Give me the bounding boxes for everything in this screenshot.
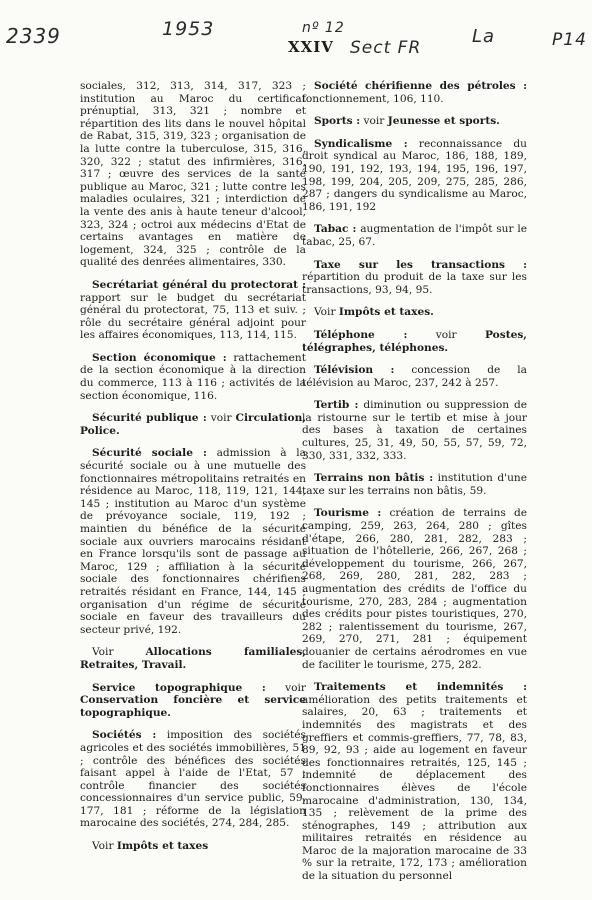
- left-index-column: [80, 80, 306, 863]
- entry-heading: Traitements et indemnités :: [314, 681, 527, 694]
- handwritten-note-language: La: [472, 26, 496, 47]
- entry-text: voir: [407, 328, 485, 341]
- entry-heading: Terrains non bâtis :: [314, 472, 434, 485]
- index-entry: [302, 306, 527, 319]
- entry-text: voir: [360, 115, 388, 128]
- index-entry: [302, 259, 527, 297]
- index-entry: [80, 840, 306, 853]
- entry-heading: Tertib :: [314, 399, 359, 412]
- index-entry: [302, 329, 527, 354]
- entry-text: amélioration des petits traitements et salaires, 20, 63 ; traitements et indemnités des magistrats et des greffiers et commis-greffiers, 77, 78, 83, 89, 92, 93 ; aide au logement en faveur des fonctionnaires retraités, 125, 145 ; indemnité de déplacement des fonctionnaires élèves de l'école marocaine d'administration, 130, 134, 135 ; relèvement de la prime des sténographes, 149 ; attribution aux militaires retraités en résidence au Maroc de la majoration marocaine de 33 % sur la retraite, 172, 173 ; amélioration de la situation du personnel: [302, 693, 527, 883]
- handwritten-note-section: Sect FR: [350, 38, 422, 58]
- index-entry: [302, 115, 527, 128]
- index-entry: [80, 447, 306, 636]
- handwritten-note-issue: nº 12: [302, 20, 345, 36]
- entry-cross-reference: Allocations familiales, Retraites, Travail.: [80, 646, 306, 671]
- index-entry: [80, 729, 306, 830]
- entry-text: concession de la télévision au Maroc, 237, 242 à 257.: [302, 364, 527, 389]
- index-entry: [302, 223, 527, 248]
- entry-heading: Service topographique :: [92, 681, 266, 694]
- index-entry: [80, 682, 306, 720]
- entry-heading: Télévision :: [314, 364, 395, 377]
- entry-cross-reference: Postes, télégraphes, téléphones.: [302, 328, 527, 354]
- entry-heading: Tabac :: [314, 223, 357, 236]
- entry-text: reconnaissance du droit syndical au Maroc, 186, 188, 189, 190, 191, 192, 193, 194, 195, 196, 197, 198, 199, 204, 205, 209, 275, 285, 286, 287 ; dangers du syndicalisme au Maroc, 186, 191, 192: [302, 137, 527, 213]
- right-index-column: [302, 80, 527, 893]
- index-entry: [80, 80, 306, 269]
- entry-text: création de terrains de camping, 259, 263, 264, 280 ; gîtes d'étape, 266, 280, 281, 282, 283 ; situation de l'hôtellerie, 266, 267, 268 ; développement du tourisme, 266, 267, 268, 269, 280, 281, 282, 283 ; augmentation des crédits de l'office du tourisme, 270, 283, 284 ; augmentation des crédits pour pistes touristiques, 270, 282 ; ralentissement du tourisme, 267, 269, 270, 271, 281 ; équipement douanier de certains aérodromes en vue de faciliter le tourisme, 275, 282.: [302, 507, 527, 671]
- page-number: XXIV: [288, 38, 334, 56]
- index-entry: [80, 412, 306, 437]
- handwritten-note-number: 2339: [6, 24, 61, 48]
- entry-text: admission à la sécurité sociale ou à une mutuelle des fonctionnaires métropolitains retraités en résidence au Maroc, 118, 119, 121, 144, 145 ; institution au Maroc d'un système de prévoyance sociale, 119, 192 ; maintien du bénéfice de la sécurité sociale aux ouvriers marocains résidant en France lorsqu'ils sont de passage au Maroc, 129 ; affiliation à la sécurité sociale des fonctionnaires chérifiens retraités résidant en France, 144, 145 ; organisation d'un régime de sécurité sociale en faveur des travailleurs du secteur privé, 192.: [80, 447, 306, 636]
- handwritten-note-year: 1953: [162, 18, 215, 40]
- entry-heading: Section économique :: [92, 351, 227, 364]
- entry-heading: Secrétariat général du protectorat :: [92, 278, 306, 291]
- entry-text: Voir: [314, 306, 339, 319]
- entry-heading: Sports :: [314, 115, 361, 128]
- index-entry: [80, 646, 306, 671]
- entry-text: voir: [206, 412, 236, 425]
- entry-heading: Société chérifienne des pétroles :: [314, 80, 527, 92]
- entry-cross-reference: Conservation foncière et service topographique.: [80, 694, 306, 719]
- index-entry: [302, 507, 527, 671]
- entry-text: diminution ou suppression de la ristourne sur le tertib et mise à jour des bases à taxation de certaines cultures, 25, 31, 49, 50, 55, 57, 59, 72, 330, 331, 332, 333.: [302, 399, 527, 462]
- entry-text: fonctionnement, 106, 110.: [302, 92, 444, 105]
- entry-cross-reference: Circulation, Police.: [80, 412, 306, 437]
- entry-text: Voir: [92, 840, 117, 853]
- entry-heading: Téléphone :: [314, 328, 408, 341]
- handwritten-note-page: P14: [552, 30, 587, 50]
- entry-heading: Tourisme :: [314, 507, 382, 520]
- entry-heading: Syndicalisme :: [314, 137, 408, 150]
- index-entry: [302, 80, 527, 105]
- entry-text: voir: [265, 681, 306, 694]
- entry-cross-reference: Impôts et taxes.: [338, 306, 434, 319]
- entry-cross-reference: Jeunesse et sports.: [387, 115, 500, 128]
- entry-text: augmentation de l'impôt sur le tabac, 25, 67.: [302, 223, 527, 248]
- index-entry: [302, 364, 527, 389]
- index-entry: [80, 352, 306, 402]
- entry-text: institution d'une taxe sur les terrains non bâtis, 59.: [302, 472, 527, 497]
- index-entry: [302, 681, 527, 883]
- entry-heading: Sécurité sociale :: [92, 447, 207, 460]
- entry-heading: Sécurité publique :: [92, 412, 207, 425]
- entry-text: Voir: [92, 646, 146, 659]
- entry-text: imposition des sociétés agricoles et des sociétés immobilières, 51 ; contrôle des bénéfices des sociétés faisant appel à l'aide de l'Etat, 57 ; contrôle financier des sociétés concessionnaires d'un service public, 59, 177, 181 ; réforme de la législation marocaine des sociétés, 274, 284, 285.: [80, 729, 306, 830]
- index-entry: [80, 279, 306, 342]
- entry-text: rattachement de la section économique à la direction du commerce, 113 à 116 ; activités de la section économique, 116.: [80, 351, 306, 402]
- entry-text: rapport sur le budget du secrétariat général du protectorat, 75, 113 et suiv. ; rôle du secrétaire général adjoint pour les affaires économiques, 113, 114, 115.: [80, 291, 306, 342]
- entry-text: sociales, 312, 313, 314, 317, 323 ; institution au Maroc du certificat prénuptial, 313, 321 ; nombre et répartition des lits dans le nouvel hôpital de Rabat, 315, 319, 323 ; organisation de la lutte contre la tuberculose, 315, 316, 320, 322 ; statut des infirmières, 316, 317 ; œuvre des services de la santé publique au Maroc, 321 ; lutte contre les maladies oculaires, 321 ; interdiction de la vente des anis à haute teneur d'alcool, 323, 324 ; octroi aux médecins d'Etat de certains avantages en matière de logement, 324, 325 ; contrôle de la qualité des denrées alimentaires, 330.: [80, 80, 306, 269]
- entry-cross-reference: Impôts et taxes: [116, 840, 209, 853]
- index-entry: [302, 138, 527, 214]
- entry-heading: Sociétés :: [92, 729, 157, 742]
- entry-heading: Taxe sur les transactions :: [314, 258, 527, 271]
- entry-text: répartition du produit de la taxe sur les transactions, 93, 94, 95.: [302, 271, 527, 296]
- index-entry: [302, 472, 527, 497]
- index-entry: [302, 399, 527, 462]
